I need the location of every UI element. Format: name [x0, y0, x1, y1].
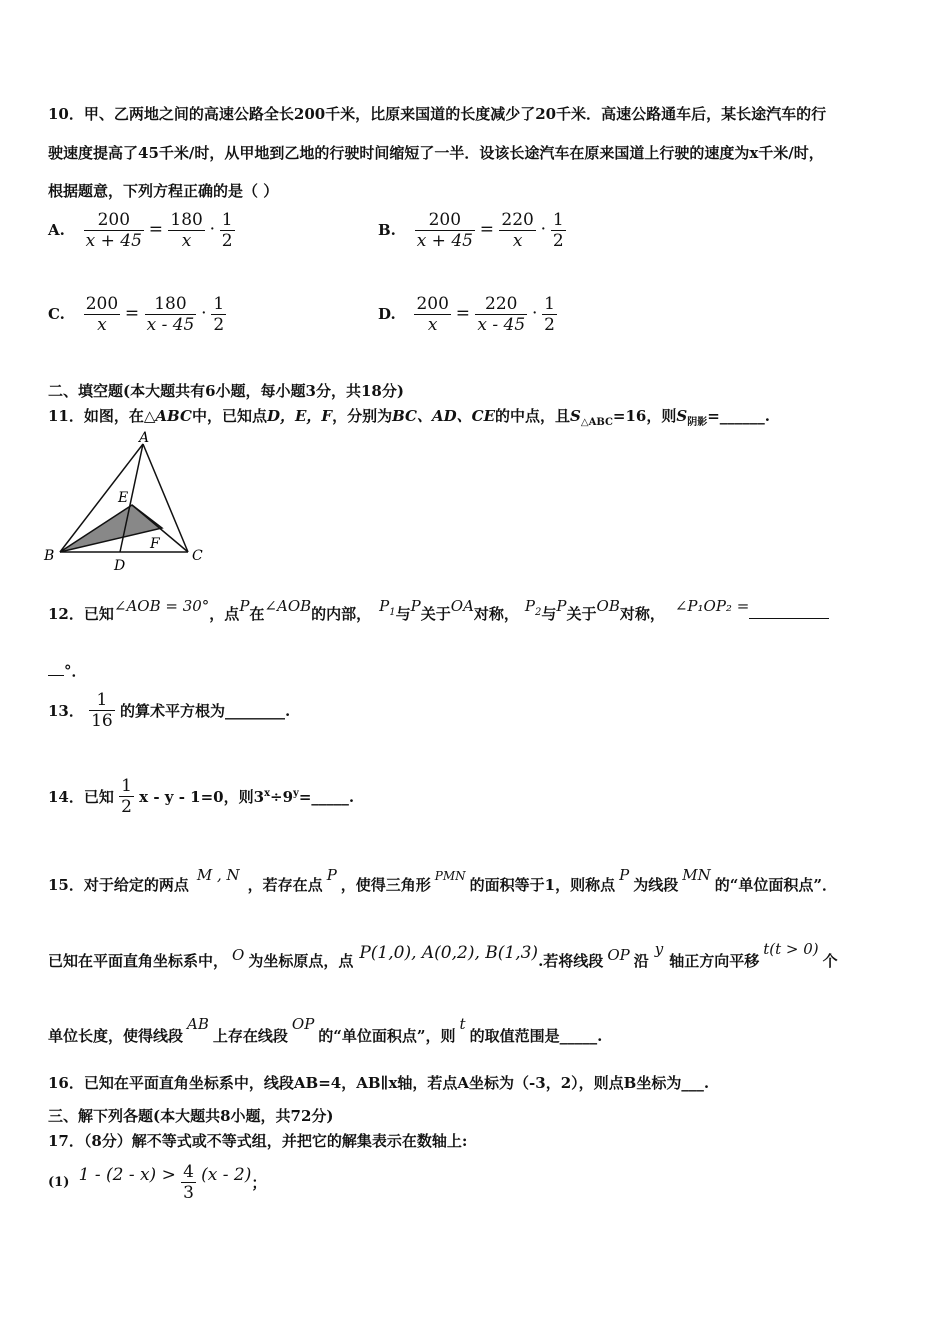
frac-num: 1 [213, 294, 225, 314]
frac-den: 2 [552, 231, 564, 251]
frac-num: 200 [428, 210, 462, 230]
q12-p2: $P_2$ [524, 597, 542, 618]
q14-body: x - y - 1=0，则$3^x\div 9^y=\_\_\_\_\_$. [139, 788, 355, 806]
section-3-heading: 三、解下列各题(本大题共8小题，共72分) [48, 1107, 334, 1125]
q11-mid3: 的中点，且 [495, 407, 571, 425]
q12-oa: OA [450, 597, 474, 615]
frac-den: x + 45 [416, 231, 473, 251]
q17-text: 17．（8分）解不等式或不等式组，并把它的解集表示在数轴上: [48, 1132, 468, 1150]
q10-line1: 10．甲、乙两地之间的高速公路全长200千米，比原来国道的长度减少了20千米．高速公路通车后，某长途汽车的行 [48, 105, 827, 123]
q12-answer-expr: ∠P₁OP₂ = [674, 597, 750, 615]
q11-prefix: 11．如图，在△ [48, 407, 156, 425]
frac-num: 180 [154, 294, 187, 314]
frac-den: 2 [221, 231, 233, 251]
q10-line3: 根据题意，下列方程正确的是（ ） [48, 182, 279, 200]
frac-den: x [414, 314, 450, 335]
frac-den: x + 45 [85, 231, 142, 251]
q11-s2-sub: 阴影 [687, 417, 708, 428]
q12-t4b: 与 [541, 605, 557, 623]
q11-points: D，E，F [266, 407, 333, 425]
q11-s1: S [570, 407, 581, 425]
q12-t2: 在 [249, 605, 265, 623]
frac-den: 2 [544, 315, 555, 335]
frac-den: x [499, 230, 535, 251]
q17-lhs: 1 - (2 - x) > [78, 1164, 176, 1185]
q15-p: P [326, 866, 337, 884]
q11-s1-value: =16，则 [612, 407, 677, 425]
option-label: C. [48, 304, 65, 323]
label-d: D [114, 558, 126, 574]
q17-part1 [48, 1162, 266, 1203]
option-c[interactable]: C. $\frac{200}{x}$ = $\frac{180}{x - 45}$ · $\frac{1}{2}$ [48, 294, 225, 335]
label-e: E [118, 490, 129, 506]
q12-t3: 的内部， [311, 605, 372, 623]
q17-end: ； [251, 1174, 267, 1192]
frac-num: 220 [485, 294, 518, 314]
q12-t4: 与 [395, 605, 411, 623]
q13-body: 的算术平方根为________. [119, 702, 291, 720]
option-label: D. [378, 304, 396, 323]
q11-s2: S [676, 407, 688, 425]
option-b[interactable]: B. $\frac{200}{x + 45}$ = $\frac{220}{x}$ · $\frac{1}{2}$ [378, 210, 564, 251]
frac-num: 1 [552, 210, 564, 230]
frac-num: 220 [501, 210, 534, 230]
q16-text: 16．已知在平面直角坐标系中，线段AB=4，AB∥x轴，若点A坐标为（-3，2），则点B坐标为___. [48, 1074, 710, 1092]
q12-t1: ，点 [209, 605, 240, 623]
triangle-figure [40, 430, 220, 575]
frac-den: x - 45 [146, 315, 195, 335]
q15-op-2: OP [291, 1015, 315, 1033]
option-d[interactable]: D. $\frac{200}{x}$ = $\frac{220}{x - 45}$ · $\frac{1}{2}$ [378, 294, 555, 335]
q15-pmn: PMN [434, 869, 466, 883]
label-b: B [44, 548, 55, 564]
q15-mn-2: MN [682, 866, 711, 884]
q14-fraction: $\frac{1}{2}$ [121, 776, 132, 817]
q12-blank[interactable] [749, 604, 829, 619]
option-a[interactable]: A. $\frac{200}{x + 45}$ = $\frac{180}{x}$ · $\frac{1}{2}$ [48, 210, 233, 251]
q11-abc: ABC [155, 407, 192, 425]
shaded-region [60, 505, 162, 552]
q12-prefix: 12．已知 [48, 605, 114, 623]
q11-segments: BC、AD、CE [392, 407, 496, 425]
q12-angle2: ∠AOB [264, 597, 312, 615]
q15-y: y [654, 940, 664, 958]
q11-mid2: ，分别为 [332, 407, 393, 425]
q13-fraction: $\frac{1}{16}$ [91, 690, 113, 731]
q12-t5: 关于 [420, 605, 451, 623]
q12-p-2: P [410, 597, 421, 615]
q15-t: t [459, 1015, 466, 1033]
label-a: A [139, 430, 150, 446]
q15-p-2: P [619, 866, 630, 884]
q10-line2: 驶速度提高了45千米/时，从甲地到乙地的行驶时间缩短了一半．设该长途汽车在原来国道上行驶的速度为x千米/时， [48, 144, 824, 162]
frac-den: x - 45 [477, 315, 526, 335]
label-f: F [150, 536, 160, 552]
q15-points: P(1,0), A(0,2), B(1,3) [359, 943, 539, 963]
option-label: A. [48, 220, 65, 239]
q15-ab: AB [187, 1015, 209, 1033]
q12-tail [48, 660, 87, 681]
q12-tail-text: °． [64, 662, 87, 680]
frac-num: 200 [85, 294, 119, 314]
q15-op: OP [607, 946, 630, 964]
frac-den: x [84, 314, 120, 335]
frac-num: 180 [170, 210, 203, 230]
q15-line3: 单位长度，使得线段AB上存在线段OP的“单位面积点”，则t的取值范围是_____. [48, 1015, 603, 1045]
frac-num: 200 [97, 210, 131, 230]
q17-p1-label: (1) [48, 1175, 70, 1190]
q17-rhs: (x - 2) [201, 1164, 252, 1185]
section-2-heading: 二、填空题(本大题共有6小题，每小题3分，共18分) [48, 382, 404, 400]
q12-ob: OB [596, 597, 620, 615]
q12-t6: 对称， [473, 605, 519, 623]
q15-t-range: t(t > 0) [763, 940, 819, 958]
q17-fraction: $\frac{4}{3}$ [183, 1162, 194, 1203]
q13-num: 13． [48, 702, 84, 720]
q15-line1: 15．对于给定的两点M , N，若存在点P，使得三角形 $^{PMN}$ 的面积等于1，则称点P为线段MN的“单位面积点”． [48, 866, 837, 894]
q11-end: =______. [707, 407, 771, 425]
frac-num: 200 [416, 294, 449, 314]
q12-text [48, 597, 829, 626]
frac-den: x [168, 230, 204, 251]
q11-s1-sub: △ABC [580, 417, 613, 428]
label-c: C [192, 548, 203, 564]
q15-o: O [232, 946, 245, 964]
q11-mid1: 中，已知点 [191, 407, 267, 425]
q14-num: 14．已知 [48, 788, 114, 806]
frac-den: 2 [213, 315, 225, 335]
q14-text [48, 776, 354, 817]
q15-line2: 已知在平面直角坐标系中， O 为坐标原点，点 P(1,0), A(0,2), B(1,3).若将线段 OP 沿y轴正方向平移t(t > 0)个 [48, 940, 838, 970]
q12-t5b: 关于 [566, 605, 597, 623]
q12-p1: $P_1$ [379, 597, 396, 618]
q13-text [48, 690, 290, 731]
q15-mn: M , N [196, 866, 240, 884]
frac-num: 1 [221, 210, 233, 230]
q12-angle: ∠AOB = 30° [113, 597, 210, 615]
q12-p-3: P [556, 597, 567, 615]
q12-p: P [239, 597, 250, 615]
frac-num: 1 [544, 294, 555, 314]
q12-blank-2[interactable] [48, 661, 64, 676]
option-label: B. [378, 220, 396, 239]
q12-t7: 对称， [619, 605, 665, 623]
q11-text [48, 405, 770, 428]
